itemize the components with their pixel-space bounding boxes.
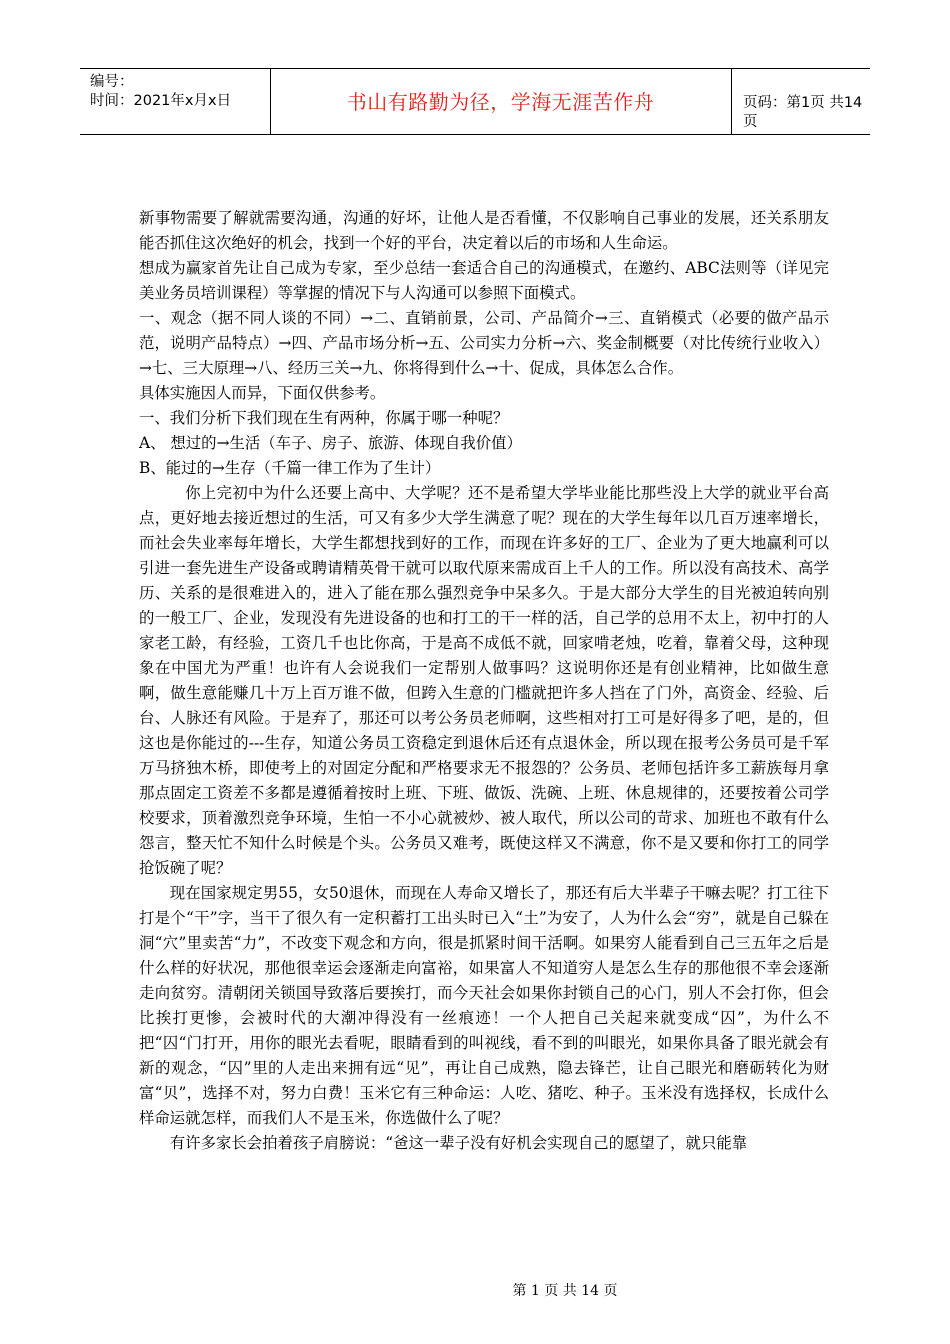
- footer-page-number: 第 1 页 共 14 页: [512, 1283, 618, 1299]
- document-date: 时间：2021年x月x日: [90, 93, 232, 109]
- paragraph: 一、我们分析下我们现在生有两种，你属于哪一种呢？: [139, 409, 509, 427]
- header-bottom-rule: [80, 134, 870, 135]
- paragraph: 想成为赢家首先让自己成为专家，至少总结一套适合自己的沟通模式，在邀约、ABC法则等（详见完美业务员培训课程）等掌握的情况下与人沟通可以参照下面模式。: [139, 259, 829, 302]
- page-header: [80, 68, 870, 135]
- paragraph: A、 想过的→生活（车子、房子、旅游、体现自我价值）: [139, 434, 522, 452]
- document-number: 编号：: [90, 74, 134, 90]
- paragraph: 新事物需要了解就需要沟通，沟通的好坏，让他人是否看懂，不仅影响自己事业的发展，还关系朋友能否抓住这次绝好的机会，找到一个好的平台，决定着以后的市场和人生命运。: [139, 209, 829, 252]
- paragraph: B、能过的→生存（千篇一律工作为了生计）: [139, 459, 441, 477]
- paragraph: 一、观念（据不同人谈的不同）→二、直销前景，公司、产品简介→三、直销模式（必要的做产品示范，说明产品特点）→四、产品市场分析→五、公司实力分析→六、奖金制概要（对比传统行业收入）→七、三大原理→八、经历三关→九、你将得到什么→十、促成，具体怎么合作。: [139, 309, 829, 377]
- paragraph: 现在国家规定男55，女50退休，而现在人寿命又增长了，那还有后大半辈子干嘛去呢？打工往下打是个“干”字，当干了很久有一定积蓄打工出头时已入“土”为安了，人为什么会“穷”，就是自己躲在洞“穴”里卖苦“力”，不改变下观念和方向，很是抓紧时间干活啊。如果穷人能看到自己三五年之后是什么样的好状况，那他很幸运会逐渐走向富裕，如果富人不知道穷人是怎么生存的那他很不幸会逐渐走向贫穷。清朝闭关锁国导致落后要挨打，而今天社会如果你封锁自己的心门，别人不会打你，但会比挨打更惨，会被时代的大潮冲得没有一丝痕迹！一个人把自己关起来就变成“囚”，为什么不把“囚“门打开，用你的眼光去看呢，眼睛看到的叫视线，看不到的叫眼光，如果你具备了眼光就会有新的观念，“囚”里的人走出来拥有远“见”，再让自己成熟，隐去锋芒，让自己眼光和磨砺转化为财富“贝”，选择不对，努力白费！玉米它有三种命运：人吃、猪吃、种子。玉米没有选择权，长成什么样命运就怎样，而我们人不是玉米，你选做什么了呢？: [139, 884, 829, 1127]
- header-motto: 书山有路勤为径，学海无涯苦作舟: [346, 90, 655, 114]
- paragraph: 你上完初中为什么还要上高中、大学呢？还不是希望大学毕业能比那些没上大学的就业平台高点，更好地去接近想过的生活，可又有多少大学生满意了呢？现在的大学生每年以几百万速率增长，而社会失业率每年增长，大学生都想找到好的工作，而现在许多好的工厂、企业为了更大地赢利可以引进一套先进生产设备或聘请精英骨干就可以取代原来需成百上千人的工作。所以没有高技术、高学历、关系的是很难进入的，进入了能在那么强烈竞争中呆多久。于是大部分大学生的目光被迫转向别的一般工厂、企业，发现没有先进设备的也和打工的干一样的活，自己学的总用不太上，初中打的人家老工龄，有经验，工资几千也比你高，于是高不成低不就，回家啃老烛，吃着，靠着父母，这种现象在中国尤为严重！也许有人会说我们一定帮别人做事吗？这说明你还是有创业精神，比如做生意啊，做生意能赚几十万上百万谁不做，但跨入生意的门槛就把许多人挡在了门外，高资金、经验、后台、人脉还有风险。于是弃了，那还可以考公务员老师啊，这些相对打工可是好得多了吧，是的，但这也是你能过的---生存，知道公务员工资稳定到退休后还有点退休金，所以现在报考公务员可是千军万马挤独木桥，即使考上的对固定分配和严格要求无不报怨的？公务员、老师包括许多工薪族每月拿那点固定工资差不多都是遵循着按时上班、下班、做饭、洗碗、上班、休息规律的，还要按着公司学校要求，顶着激烈竞争环境，生怕一不小心就被炒、被人取代，所以公司的苛求、加班也不敢有什么怨言，整天忙不知什么时候是个头。公务员又难考，既使这样又不满意，你不是又要和你打工的同学抢饭碗了呢？: [139, 484, 829, 877]
- paragraph: 具体实施因人而异，下面仅供参考。: [139, 384, 386, 402]
- header-page-number: 页码：第1页 共14页: [743, 95, 863, 130]
- header-divider: [731, 68, 732, 135]
- header-top-rule: [80, 68, 870, 69]
- page-footer: [0, 1281, 950, 1301]
- header-meta: [90, 73, 231, 111]
- document-body: [139, 206, 829, 1156]
- paragraph: 有许多家长会拍着孩子肩膀说：“爸这一辈子没有好机会实现自己的愿望了，就只能靠: [169, 1134, 748, 1152]
